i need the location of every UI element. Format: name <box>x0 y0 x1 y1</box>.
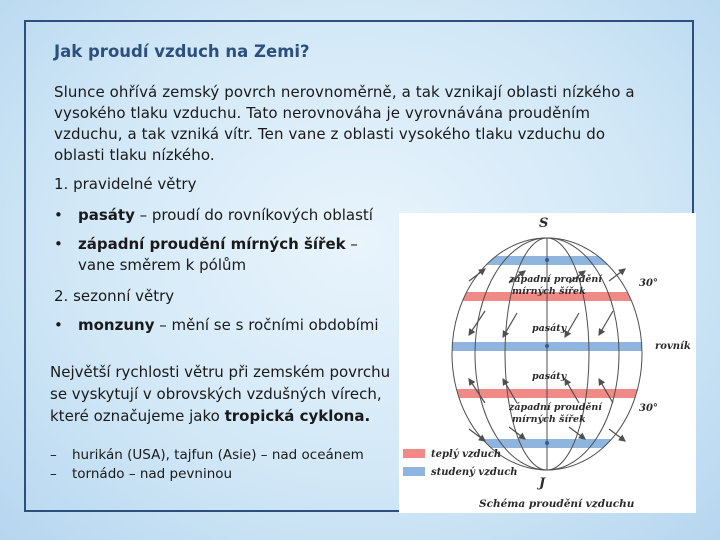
section-seasonal-winds: 2. sezonní větry <box>54 287 175 305</box>
dash-item-hurricane <box>50 446 364 465</box>
pole-south-label: J <box>539 476 546 491</box>
bullet-monsoons-desc: – mění se s ročními obdobími <box>154 316 379 334</box>
intro-paragraph: Slunce ohřívá zemský povrch nerovnoměrně, a tak vznikají oblasti nízkého a vysokého tlaku vzduchu. Tato nerovnováha je vyrovnávána prouděním vzduchu, a tak vzniká vítr. Ten vane z oblasti vysokého tlaku vzduchu do oblasti tlaku nízkého. <box>54 83 635 164</box>
bullet-monsoons <box>54 315 379 336</box>
bullet-westerlies <box>54 234 358 276</box>
warm-band-bottom <box>439 389 659 398</box>
bullet-marker: • <box>54 235 63 253</box>
dash-marker: – <box>50 447 57 463</box>
trades-top-label: pasáty <box>532 323 567 334</box>
bullet-westerlies-desc: vane směrem k pólům <box>78 256 247 274</box>
westerlies-bottom-line1: západní proudění <box>509 402 602 413</box>
bullet-trade-winds <box>54 205 373 226</box>
latitude-bottom-label: 30° <box>639 403 658 414</box>
cyclone-paragraph <box>50 361 395 427</box>
wind-diagram <box>399 213 696 513</box>
wind-diagram-svg <box>399 213 696 513</box>
cold-band-bottom <box>439 439 659 448</box>
dash-item-tornado <box>50 465 232 484</box>
bullet-westerlies-dash: – <box>345 235 358 253</box>
legend-warm-swatch <box>403 449 425 458</box>
bullet-trade-winds-desc: – proudí do rovníkových oblastí <box>134 206 373 224</box>
bullet-marker: • <box>54 316 63 334</box>
dash-item-hurricane-text: hurikán (USA), tajfun (Asie) – nad oceánem <box>72 447 364 463</box>
legend-cold-label: studený vzduch <box>431 467 518 478</box>
diagram-caption: Schéma proudění vzduchu <box>479 498 635 510</box>
westerlies-top-line2: mírných šířek <box>512 286 586 297</box>
cyclone-text: Největší rychlosti větru při zemském povrchu se vyskytují v obrovských vzdušných vírech, které označujeme jako <box>50 363 391 425</box>
legend-warm-label: teplý vzduch <box>431 449 502 460</box>
latitude-top-label: 30° <box>639 278 658 289</box>
cold-band-equator <box>439 342 659 351</box>
cold-band-top <box>439 256 659 265</box>
bullet-trade-winds-term: pasáty <box>78 206 135 224</box>
equator-label: rovník <box>655 341 691 352</box>
slide-title: Jak proudí vzduch na Zemi? <box>54 42 310 61</box>
trades-bottom-label: pasáty <box>532 371 567 382</box>
westerlies-top-line1: západní proudění <box>509 274 602 285</box>
bullet-westerlies-term: západní proudění mírných šířek <box>78 235 346 253</box>
dash-item-tornado-text: tornádo – nad pevninou <box>72 466 233 482</box>
bullet-monsoons-term: monzuny <box>78 316 155 334</box>
westerlies-bottom-line2: mírných šířek <box>512 414 586 425</box>
section-regular-winds: 1. pravidelné větry <box>54 175 197 193</box>
dash-marker: – <box>50 466 57 482</box>
cyclone-term: tropická cyklona. <box>224 407 371 425</box>
pole-north-label: S <box>539 216 549 231</box>
bullet-marker: • <box>54 206 63 224</box>
legend-cold-swatch <box>403 467 425 476</box>
